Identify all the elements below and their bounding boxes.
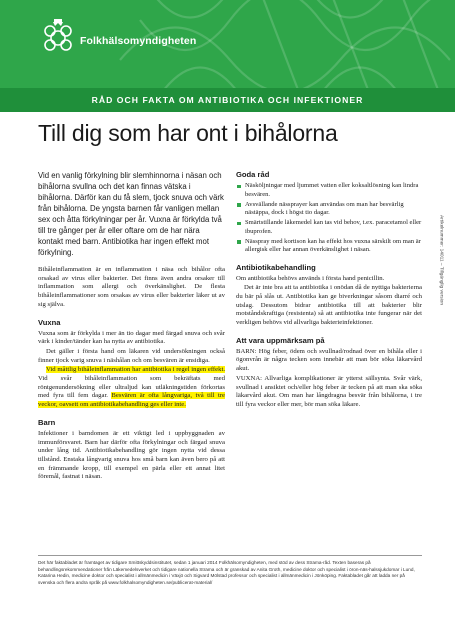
intro-paragraph: Bihåleinflammation är en inflammation i näsa och bihålor ofta orsakad av virus eller bakterier. Det finns även andra orsaker till inflammation som allergi och överkänslighet. De flesta bihåleinflammationer som orsakas av virus eller bakterier läker ut av sig själva. [38, 266, 225, 308]
treatment-paragraph-2: Det är inte bra att ta antibiotika i onödan då de nyttiga bakterierna du bär på slås ut. Antibiotika kan ge biverkningar såsom diarré och utslag. Dessutom bidrar antibiotika till att bakterier blir motståndskraftiga (resistenta) så att antibiotika inte fungerar när det verkligen behövs vid allvarliga bakterieinfektioner. [236, 284, 422, 327]
adults-paragraph-2: Det gäller i första hand om läkaren vid undersökningen också finner tjock varig snuva i näshålan och om besvären är ensidiga. [38, 347, 225, 364]
lead-paragraph: Vid en vanlig förkylning blir slemhinnorna i näsan och bihålorna svullna och det kan finnas vätska i bihålorna. Därför kan du få slem, tjock snuva och värk från bihålorna. De yngsta barnen får vanligen mellan sex och åtta förkylningar per år. Vuxna är förkylda två till tre gånger per år eller oftare om de har nära kontakt med barn. Antibiotika har ingen effekt mot förkylning. [38, 171, 224, 257]
children-paragraph: Infektioner i barndomen är ett viktigt led i uppbyggnaden av immunförsvaret. Barn har därför ofta förkylningar och färgad snuva under lång tid. Antibiotikabehandling gör ingen nytta vid dessa tillstånd. Enstaka långvarig snuva hos små barn kan även bero på att en främmande kropp, till exempel en pärla eller ett annat litet föremål, fastnat i näsan. [38, 429, 225, 481]
treatment-heading: Antibiotikabehandling [236, 262, 316, 272]
children-heading: Barn [38, 417, 56, 427]
advice-item: Nässpray med kortison kan ha effekt hos vuxna särskilt om man är allergisk eller har annan överkänslighet i näsan. [236, 238, 422, 255]
footer-divider [38, 555, 422, 556]
highlight-no-effect: Vid måttlig bihåleinflammation har antibiotika i regel ingen effekt. [46, 366, 225, 374]
watch-adults-paragraph: VUXNA: Allvarliga komplikationer är ytterst sällsynta. Svår värk, svullnad i ansiktet och/eller hög feber är tecken på att man ska söka läkarvård akut. Om man har långdragna besvär från bihålorna, i tre till fyra veckor eller mer, bör man söka läkare. [236, 374, 422, 408]
header-band [0, 0, 455, 88]
agency-name: Folkhälsomyndigheten [80, 35, 197, 47]
adults-heading: Vuxna [38, 317, 61, 327]
side-article-number: Artikelnummer: 14011 – Tillgänglig version [438, 214, 444, 306]
topic-banner: RÅD OCH FAKTA OM ANTIBIOTIKA OCH INFEKTIONER [0, 88, 455, 112]
highlight-duration: Besvären är ofta långvariga, två till tre veckor, oavsett om antibiotikabehandling ges eller inte. [38, 392, 226, 409]
advice-list [236, 182, 422, 255]
advice-item: Avsvällande nässprayer kan användas om man har besvärlig nästäppa, dock i högst tio dagar. [236, 201, 422, 218]
crown-icon [40, 18, 76, 58]
adults-paragraph-1: Vuxna som är förkylda i mer än tio dagar med färgad snuva och svår värk i kinder/tänder kan ha nytta av antibiotika. [38, 329, 225, 346]
left-column [38, 170, 225, 483]
watch-children-paragraph: BARN: Hög feber, ödem och svullnad/rodnad över en bihåla eller i ögonvrån är några tecken som innebär att man bör söka läkarvård akut. [236, 347, 422, 373]
adults-mid-text: Vid svår bihåleinflammation som bekräftats med röntgenundersökning eller ultraljud kan utläkningstiden förkortas med fyra till fem dagar. [38, 375, 225, 400]
watch-heading: Att vara uppmärksam på [236, 335, 325, 345]
advice-heading: Goda råd [236, 170, 270, 179]
treatment-paragraph-1: Om antibiotika behövs används i första hand penicillin. [236, 274, 385, 282]
right-column [236, 170, 422, 411]
adults-paragraph-3 [38, 366, 225, 410]
advice-item: Näsköljningar med ljummet vatten eller koksaltlösning kan lindra besvären. [236, 182, 422, 199]
advice-item: Smärtstillande läkemedel kan tas vid behov, t.ex. paracetamol eller ibuprofen. [236, 219, 422, 236]
page-title: Till dig som har ont i bihålorna [38, 120, 338, 146]
footer-credits: Det här faktabladet är framtaget av tidigare Smittskyddsinstitutet, sedan 1 januari 2014 Folkhälsomyndigheten, med stöd av dess Strama-råd. Texten baseras på behandlingsrekommendationer från Läkemedelsverket och tidigare nationella Strama och är granskad av Anita Groth, medicine doktor och specialist i öron-näs-halssjukdomar i Lund, Katarina Hedin, medicine doktor och specialist i allmänmedicin i Växjö och Sigvard Mölstad professor och specialist i allmänmedicin i Jönköping. Faktabladet går att ladda ner på svenska och flera andra språk på www.folkhalsomyndigheten.se/publicerat-material/ [38, 560, 415, 585]
